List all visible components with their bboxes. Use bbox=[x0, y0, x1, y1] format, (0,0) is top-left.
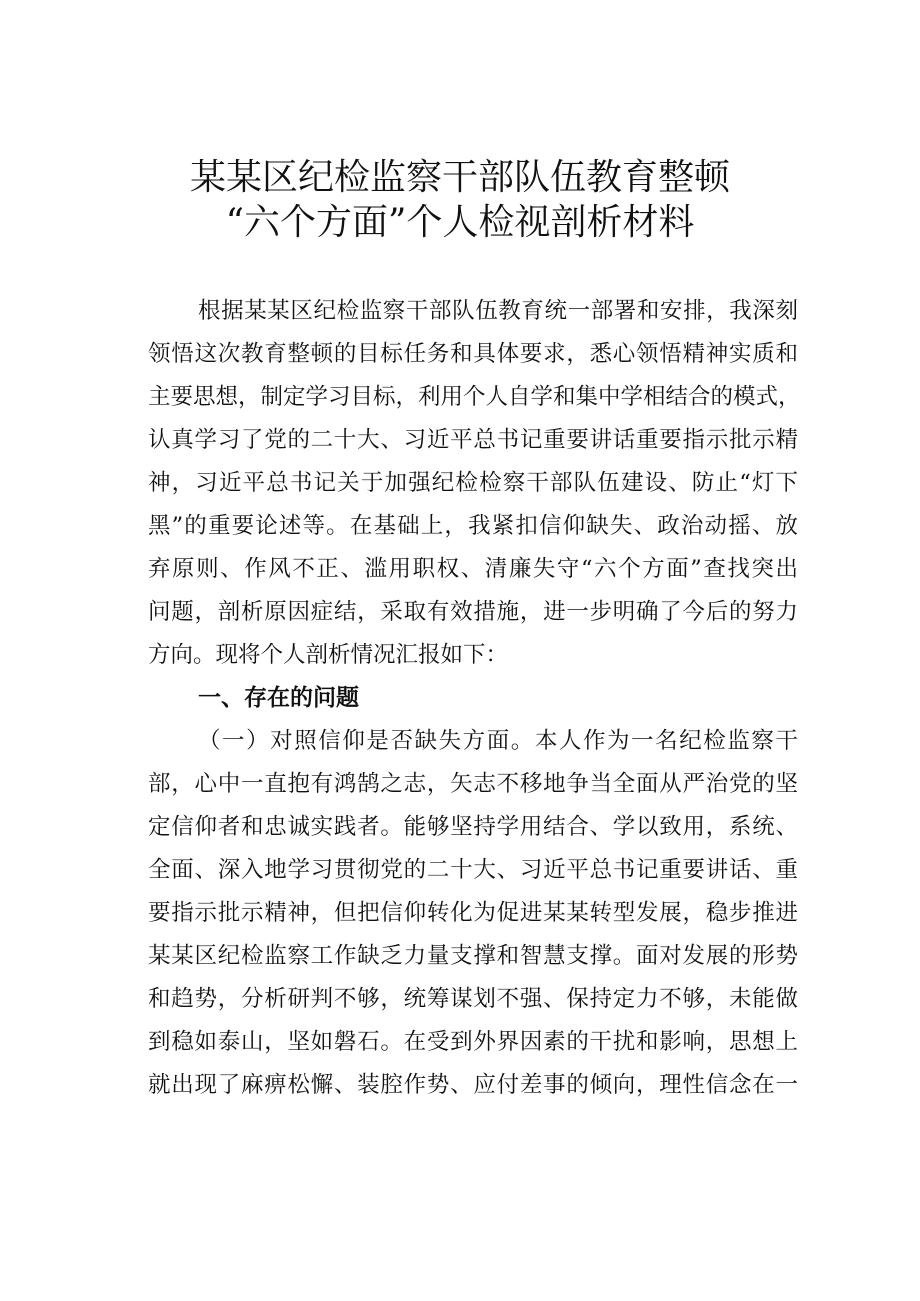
intro-paragraph-line: 领悟这次教育整顿的目标任务和具体要求，悉心领悟精神实质和 bbox=[148, 341, 798, 367]
intro-paragraph-line: 黑”的重要论述等。在基础上，我紧扣信仰缺失、政治动摇、放 bbox=[148, 513, 798, 539]
section-paragraph-line: 就出现了麻痹松懈、装腔作势、应付差事的倾向，理性信念在一 bbox=[148, 1072, 798, 1098]
intro-paragraph-line: 方向。现将个人剖析情况汇报如下： bbox=[148, 642, 509, 668]
section-paragraph-line: 和趋势，分析研判不够，统筹谋划不强、保持定力不够，未能做 bbox=[148, 986, 798, 1012]
section-paragraph-line: 部，心中一直抱有鸿鹄之志，矢志不移地争当全面从严治党的坚 bbox=[148, 771, 798, 797]
section-heading: 一、存在的问题 bbox=[198, 685, 359, 711]
section-paragraph-line: 要指示批示精神，但把信仰转化为促进某某转型发展，稳步推进 bbox=[148, 900, 798, 926]
section-paragraph-line: 定信仰者和忠诚实践者。能够坚持学用结合、学以致用，系统、 bbox=[148, 814, 798, 840]
document-title-line-1: 某某区纪检监察干部队伍教育整顿 bbox=[189, 157, 730, 198]
intro-paragraph-line: 神，习近平总书记关于加强纪检检察干部队伍建设、防止“灯下 bbox=[148, 470, 798, 496]
document-title-line-2: “六个方面”个人检视剖析材料 bbox=[225, 202, 695, 243]
section-paragraph-line: 某某区纪检监察工作缺乏力量支撑和智慧支撑。面对发展的形势 bbox=[148, 943, 798, 969]
intro-paragraph-line: 根据某某区纪检监察干部队伍教育统一部署和安排，我深刻 bbox=[198, 298, 798, 324]
intro-paragraph-line: 认真学习了党的二十大、习近平总书记重要讲话重要指示批示精 bbox=[148, 427, 798, 453]
intro-paragraph-line: 问题，剖析原因症结，采取有效措施，进一步明确了今后的努力 bbox=[148, 599, 798, 625]
section-paragraph-line: （一）对照信仰是否缺失方面。本人作为一名纪检监察干 bbox=[198, 728, 798, 754]
section-paragraph-line: 到稳如泰山，坚如磐石。在受到外界因素的干扰和影响，思想上 bbox=[148, 1029, 798, 1055]
section-paragraph-line: 全面、深入地学习贯彻党的二十大、习近平总书记重要讲话、重 bbox=[148, 857, 798, 883]
intro-paragraph-line: 主要思想，制定学习目标，利用个人自学和集中学相结合的模式， bbox=[148, 384, 801, 410]
intro-paragraph-line: 弃原则、作风不正、滥用职权、清廉失守“六个方面”查找突出 bbox=[148, 556, 798, 582]
